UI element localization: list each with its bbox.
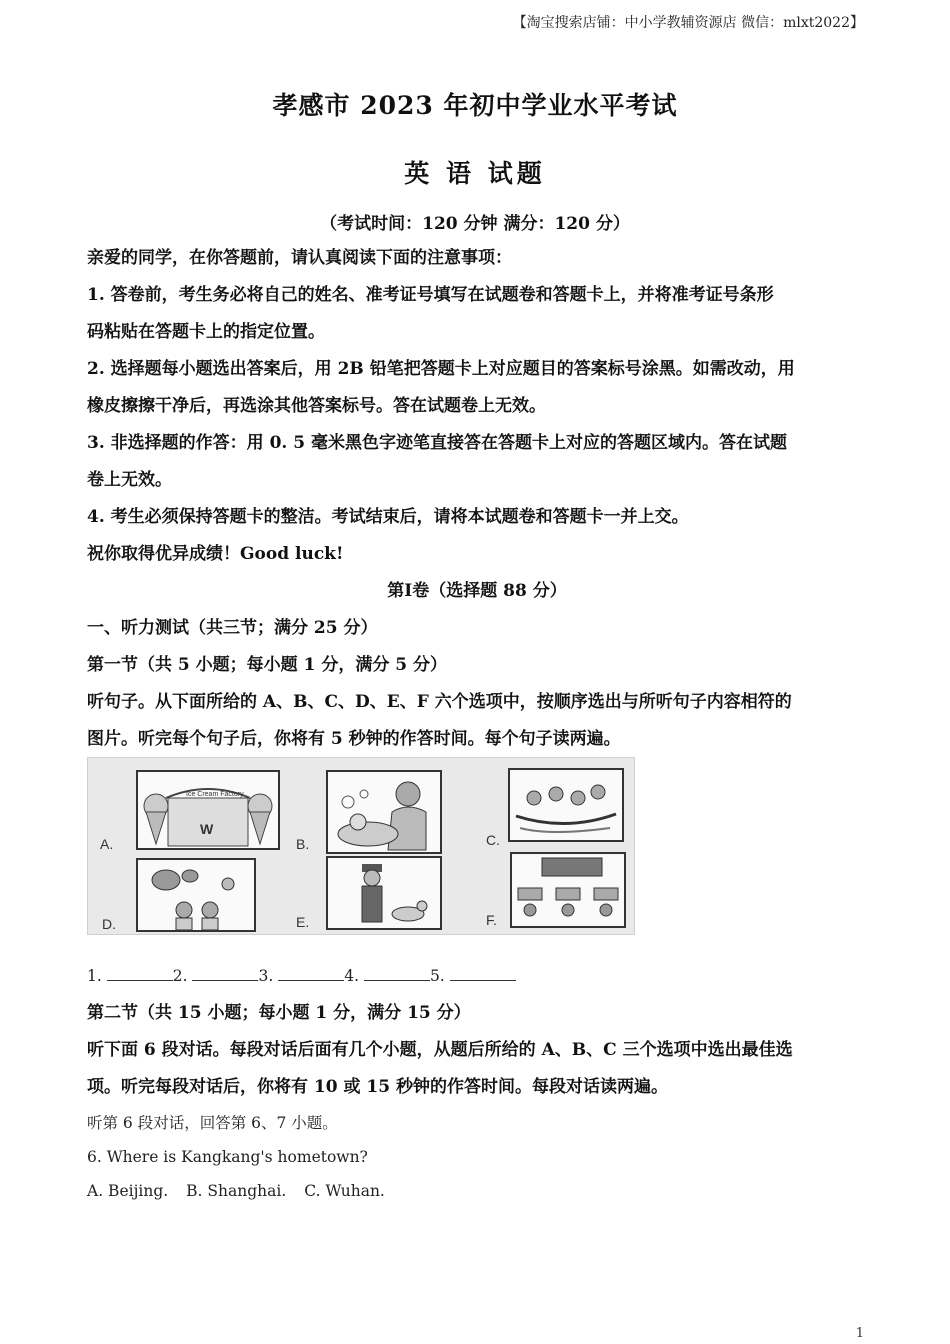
instruction-1-line-a: 1. 答卷前，考生务必将自己的姓名、准考证号填写在试题卷和答题卡上，并将准考证号条形	[87, 285, 774, 305]
panel-label-a: A.	[100, 836, 114, 852]
panel-label-e: E.	[296, 914, 310, 930]
instructions-intro: 亲爱的同学，在你答题前，请认真阅读下面的注意事项：	[87, 248, 512, 268]
section2-instruction-line-b: 项。听完每段对话后，你将有 10 或 15 秒钟的作答时间。每段对话读两遍。	[87, 1077, 668, 1097]
ice-cream-factory-drawing	[138, 772, 278, 848]
picture-panel-f	[510, 852, 626, 928]
exam-time-note: （考试时间：120 分钟 满分：120 分）	[320, 214, 630, 234]
blank-label-4: 4.	[344, 967, 359, 985]
factory-sign: Ice Cream Factory	[186, 791, 244, 798]
part1-heading: 第Ⅰ卷（选择题 88 分）	[387, 581, 567, 601]
classroom-drawing	[512, 854, 624, 926]
answer-blank-4[interactable]	[364, 966, 430, 981]
panel-label-b: B.	[296, 836, 310, 852]
listening-picture-figure	[87, 757, 635, 935]
blank-label-5: 5.	[429, 967, 445, 985]
question-6-option-b[interactable]: B. Shanghai.	[186, 1182, 287, 1200]
instruction-4: 4. 考生必须保持答题卡的整洁。考试结束后，请将本试题卷和答题卡一并上交。	[87, 507, 689, 527]
section2-instruction-line-a: 听下面 6 段对话。每段对话后面有几个小题，从题后所给的 A、B、C 三个选项中选出最佳选	[87, 1040, 793, 1060]
blank-label-3: 3.	[258, 967, 274, 985]
picture-panel-d	[136, 858, 256, 932]
section2-heading: 第二节（共 15 小题；每小题 1 分，满分 15 分）	[87, 1003, 471, 1023]
instruction-2-line-a: 2. 选择题每小题选出答案后，用 2B 铅笔把答题卡上对应题目的答案标号涂黑。如需改动，用	[87, 359, 795, 379]
dragon-boat-drawing	[510, 770, 622, 840]
dialog-6-note: 听第 6 段对话，回答第 6、7 小题。	[87, 1114, 338, 1132]
answer-blank-5[interactable]	[450, 966, 516, 981]
section1-heading: 一、听力测试（共三节；满分 25 分）	[87, 618, 378, 638]
question-6-options	[87, 1174, 867, 1208]
section1-sub1-heading: 第一节（共 5 小题；每小题 1 分，满分 5 分）	[87, 655, 447, 675]
instruction-3-line-b: 卷上无效。	[87, 470, 172, 490]
children-drawing	[138, 860, 254, 930]
section1-instruction-line-b: 图片。听完每个句子后，你将有 5 秒钟的作答时间。每个句子读两遍。	[87, 729, 621, 749]
good-luck-wish: 祝你取得优异成绩！Good luck!	[87, 544, 344, 564]
panel-label-d: D.	[102, 916, 116, 932]
instruction-2-line-b: 橡皮擦擦干净后，再选涂其他答案标号。答在试题卷上无效。	[87, 396, 546, 416]
page-number: 1	[855, 1326, 864, 1341]
blank-label-2: 2.	[172, 967, 188, 985]
instruction-1-line-b: 码粘贴在答题卡上的指定位置。	[87, 322, 325, 342]
question-6-option-a[interactable]: A. Beijing.	[87, 1182, 169, 1200]
answer-blank-2[interactable]	[192, 966, 258, 981]
header-note: 【淘宝搜索店铺：中小学教辅资源店 微信：mlxt2022】	[512, 15, 864, 31]
section1-instruction-line-a: 听句子。从下面所给的 A、B、C、D、E、F 六个选项中，按顺序选出与所听句子内容相符的	[87, 692, 792, 712]
exam-title: 孝感市 2023 年初中学业水平考试	[272, 91, 678, 120]
answer-blank-3[interactable]	[278, 966, 344, 981]
picture-panel-e	[326, 856, 442, 930]
picture-panel-c	[508, 768, 624, 842]
question-6: 6. Where is Kangkang's hometown?	[87, 1148, 368, 1166]
blank-label-1: 1.	[87, 967, 102, 985]
picture-panel-a	[136, 770, 280, 850]
question-6-option-c[interactable]: C. Wuhan.	[304, 1182, 385, 1200]
factory-letter: W	[200, 821, 214, 837]
exam-subtitle: 英 语 试题	[404, 159, 546, 188]
section2-block	[87, 995, 867, 1208]
answer-blanks	[87, 966, 516, 985]
panel-label-f: F.	[486, 912, 497, 928]
mother-and-child-drawing	[328, 772, 440, 852]
instruction-3-line-a: 3. 非选择题的作答：用 0. 5 毫米黑色字迹笔直接答在答题卡上对应的答题区域内。答在试题	[87, 433, 787, 453]
panel-label-c: C.	[486, 832, 500, 848]
answer-blank-1[interactable]	[107, 966, 173, 981]
policeman-and-dog-drawing	[328, 858, 440, 928]
picture-panel-b	[326, 770, 442, 854]
instructions-block	[87, 240, 867, 758]
